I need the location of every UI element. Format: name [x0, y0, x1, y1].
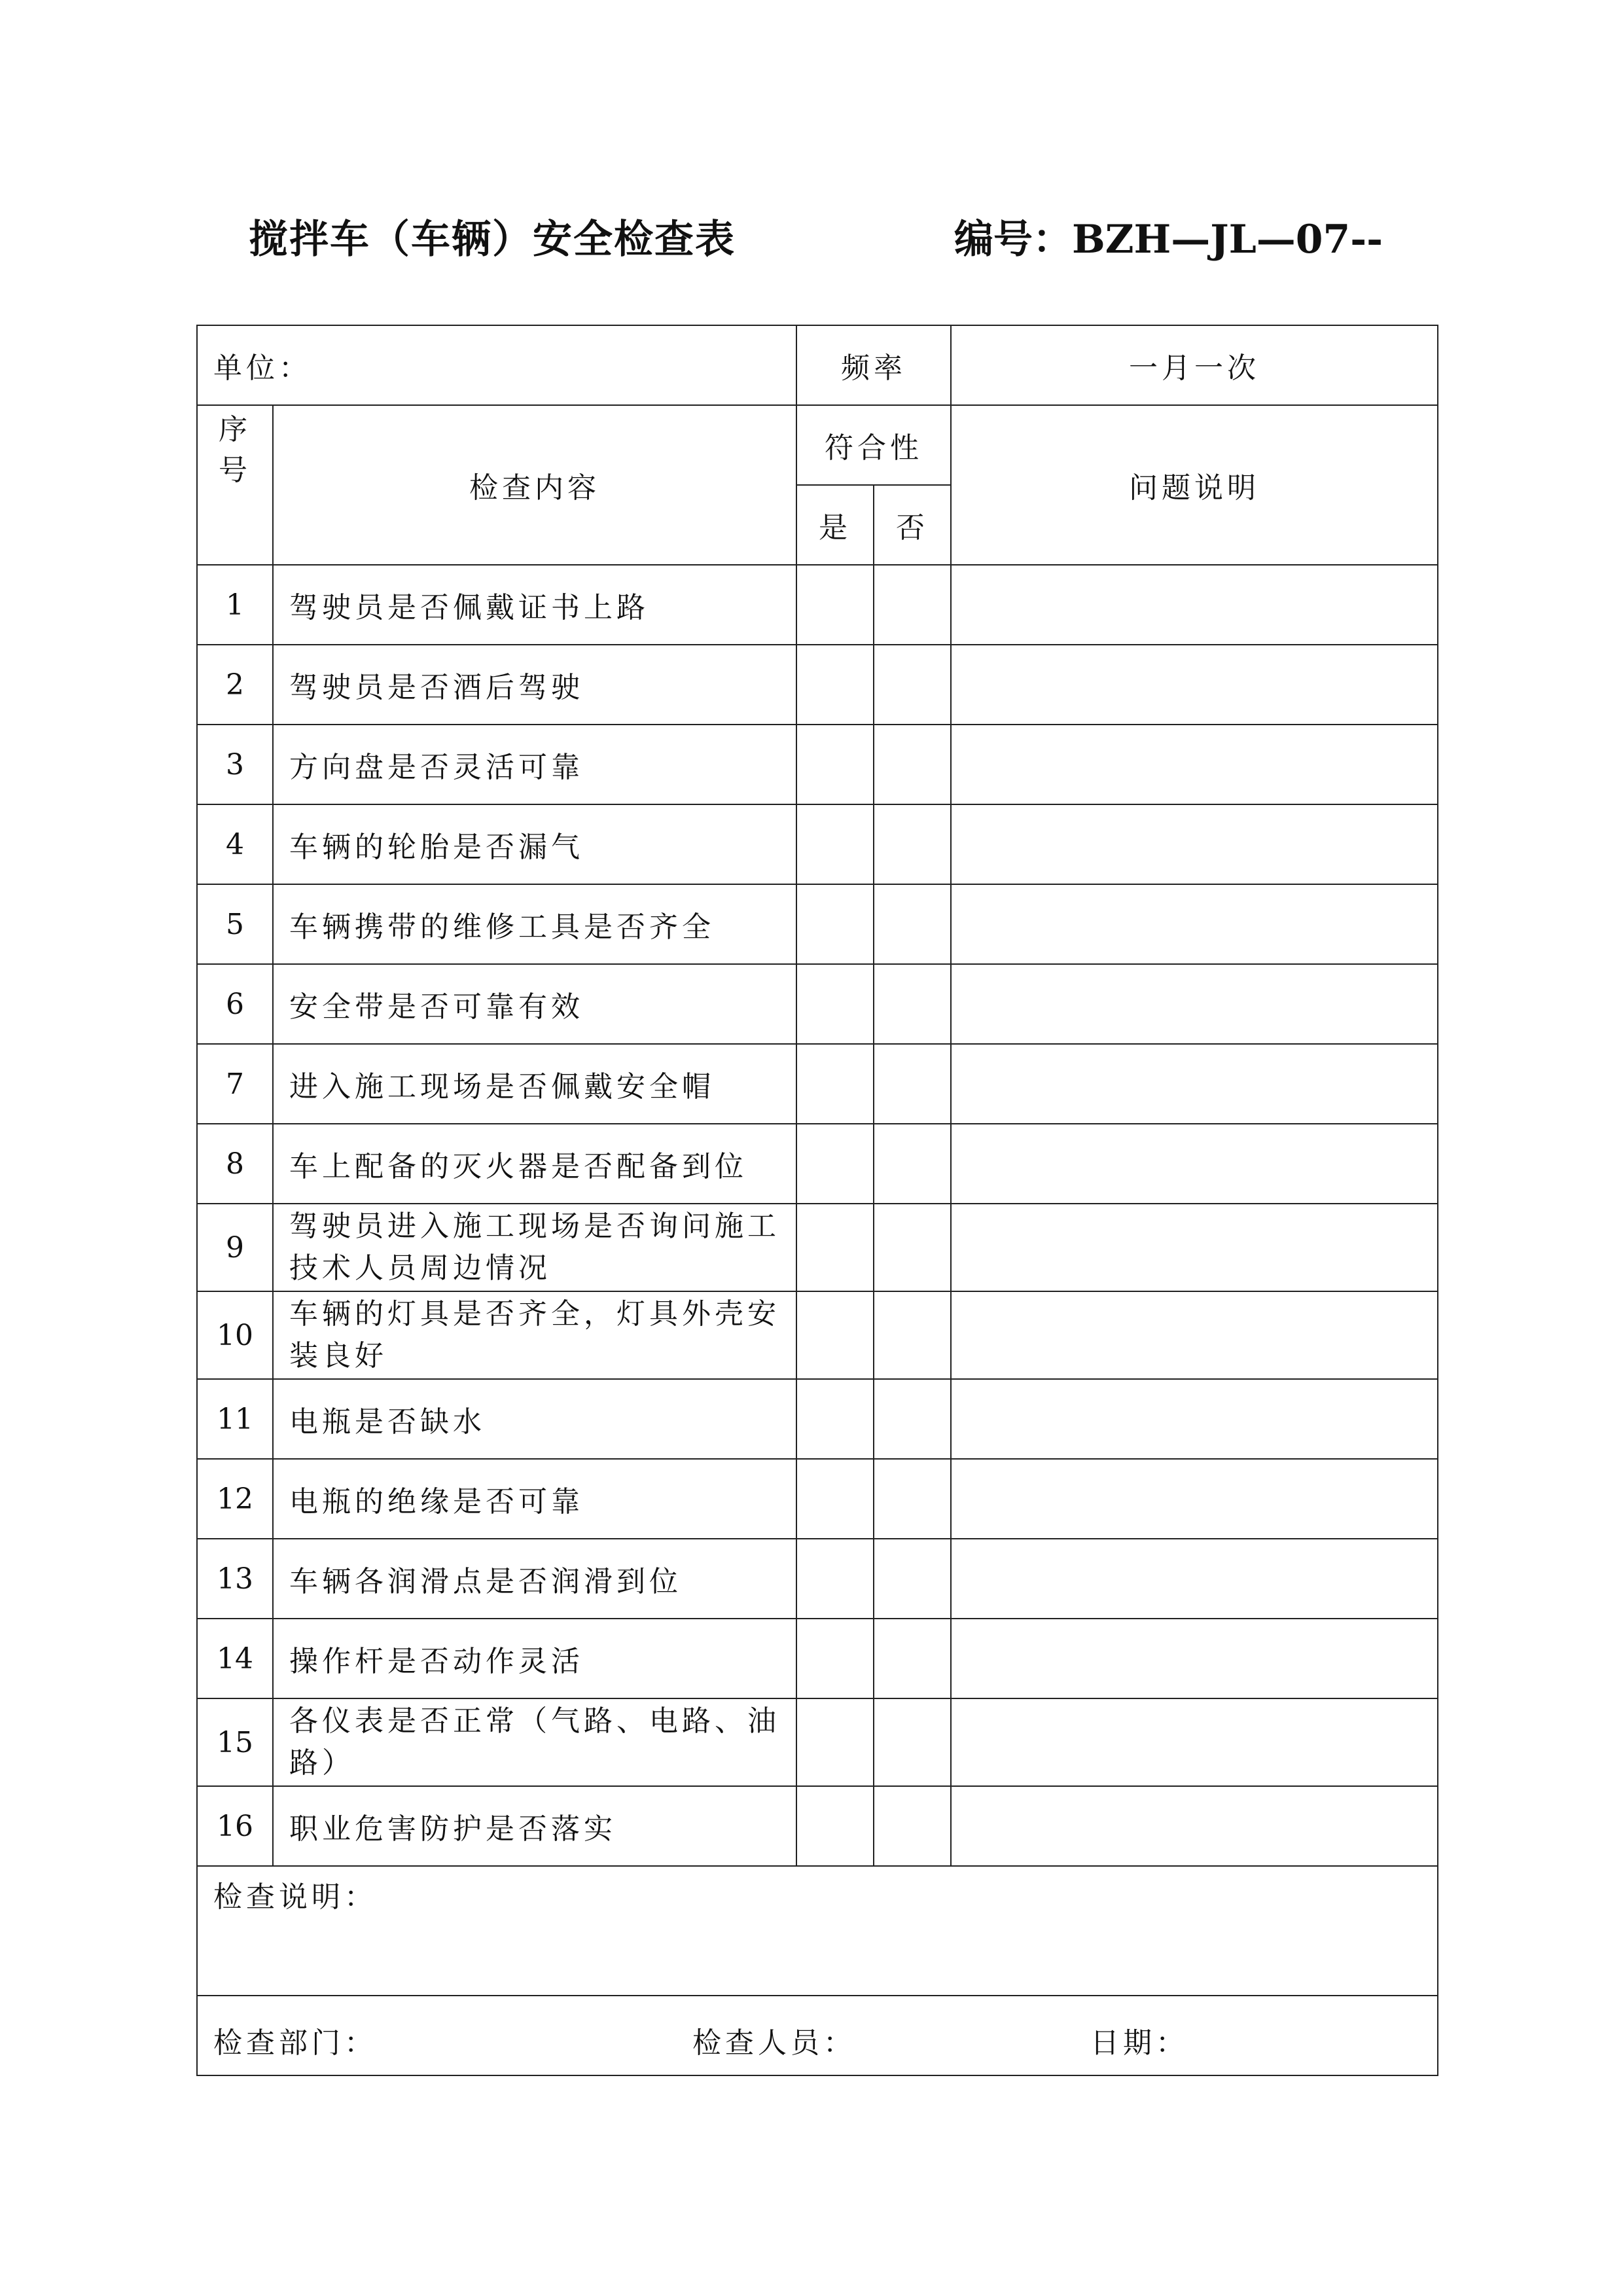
no-header: 否	[874, 485, 951, 565]
row-issue-cell[interactable]	[951, 725, 1438, 804]
row-no-cell[interactable]	[874, 884, 951, 964]
row-number: 10	[197, 1291, 273, 1379]
row-yes-cell[interactable]	[796, 964, 874, 1044]
row-no-cell[interactable]	[874, 964, 951, 1044]
row-content: 车上配备的灭火器是否配备到位	[273, 1124, 796, 1204]
row-content: 车辆各润滑点是否润滑到位	[273, 1539, 796, 1619]
unit-cell: 单位：	[197, 325, 796, 405]
row-yes-cell[interactable]	[796, 565, 874, 645]
row-no-cell[interactable]	[874, 1698, 951, 1786]
row-yes-cell[interactable]	[796, 1204, 874, 1291]
row-issue-cell[interactable]	[951, 1459, 1438, 1539]
form-title: 搅拌车（车辆）安全检查表	[249, 217, 736, 262]
row-yes-cell[interactable]	[796, 804, 874, 884]
footer-department: 检查部门：	[213, 2026, 377, 2060]
row-content: 驾驶员是否酒后驾驶	[273, 645, 796, 725]
row-yes-cell[interactable]	[796, 1459, 874, 1539]
row-yes-cell[interactable]	[796, 1619, 874, 1698]
table-row	[197, 1379, 1438, 1459]
row-number: 14	[197, 1619, 273, 1698]
row-number: 9	[197, 1204, 273, 1291]
table-row	[197, 804, 1438, 884]
row-no-cell[interactable]	[874, 645, 951, 725]
row-content: 安全带是否可靠有效	[273, 964, 796, 1044]
table-row	[197, 1786, 1438, 1866]
row-content: 车辆的灯具是否齐全，灯具外壳安装良好	[273, 1291, 796, 1379]
issue-header: 问题说明	[951, 405, 1438, 565]
row-issue-cell[interactable]	[951, 1379, 1438, 1459]
row-issue-cell[interactable]	[951, 1619, 1438, 1698]
row-yes-cell[interactable]	[796, 1698, 874, 1786]
table-row	[197, 1459, 1438, 1539]
row-yes-cell[interactable]	[796, 1044, 874, 1124]
seq-header-line1: 序	[219, 413, 251, 446]
row-content: 方向盘是否灵活可靠	[273, 725, 796, 804]
row-no-cell[interactable]	[874, 1539, 951, 1619]
row-issue-cell[interactable]	[951, 1698, 1438, 1786]
row-yes-cell[interactable]	[796, 1786, 874, 1866]
row-number: 12	[197, 1459, 273, 1539]
frequency-value: 一月一次	[951, 325, 1438, 405]
row-content: 车辆携带的维修工具是否齐全	[273, 884, 796, 964]
row-yes-cell[interactable]	[796, 725, 874, 804]
row-yes-cell[interactable]	[796, 1291, 874, 1379]
row-content: 电瓶的绝缘是否可靠	[273, 1459, 796, 1539]
row-no-cell[interactable]	[874, 1291, 951, 1379]
table-row	[197, 1619, 1438, 1698]
row-issue-cell[interactable]	[951, 884, 1438, 964]
inspection-table	[196, 325, 1438, 2076]
row-number: 6	[197, 964, 273, 1044]
row-issue-cell[interactable]	[951, 1786, 1438, 1866]
row-number: 15	[197, 1698, 273, 1786]
seq-header-line2: 号	[219, 454, 251, 487]
row-yes-cell[interactable]	[796, 1539, 874, 1619]
row-content: 职业危害防护是否落实	[273, 1786, 796, 1866]
row-no-cell[interactable]	[874, 1459, 951, 1539]
table-row	[197, 964, 1438, 1044]
row-yes-cell[interactable]	[796, 1379, 874, 1459]
table-row	[197, 884, 1438, 964]
remarks-cell: 检查说明：	[197, 1866, 1438, 1996]
footer-row	[197, 1996, 1438, 2075]
row-issue-cell[interactable]	[951, 565, 1438, 645]
seq-header	[197, 405, 273, 565]
row-number: 11	[197, 1379, 273, 1459]
row-yes-cell[interactable]	[796, 645, 874, 725]
row-content: 进入施工现场是否佩戴安全帽	[273, 1044, 796, 1124]
table-row	[197, 645, 1438, 725]
table-row	[197, 1044, 1438, 1124]
row-number: 7	[197, 1044, 273, 1124]
row-issue-cell[interactable]	[951, 1291, 1438, 1379]
footer-inspector: 检查人员：	[692, 2026, 856, 2060]
row-number: 3	[197, 725, 273, 804]
frequency-label: 频率	[796, 325, 951, 405]
row-no-cell[interactable]	[874, 1204, 951, 1291]
table-row	[197, 1204, 1438, 1291]
row-content: 驾驶员是否佩戴证书上路	[273, 565, 796, 645]
row-number: 13	[197, 1539, 273, 1619]
row-issue-cell[interactable]	[951, 964, 1438, 1044]
row-issue-cell[interactable]	[951, 804, 1438, 884]
table-row	[197, 1291, 1438, 1379]
row-number: 1	[197, 565, 273, 645]
row-issue-cell[interactable]	[951, 1124, 1438, 1204]
row-number: 16	[197, 1786, 273, 1866]
row-yes-cell[interactable]	[796, 1124, 874, 1204]
row-content: 各仪表是否正常（气路、电路、油路）	[273, 1698, 796, 1786]
remarks-row	[197, 1866, 1438, 1996]
table-row	[197, 1698, 1438, 1786]
row-issue-cell[interactable]	[951, 1204, 1438, 1291]
content-header: 检查内容	[273, 405, 796, 565]
row-number: 4	[197, 804, 273, 884]
row-no-cell[interactable]	[874, 804, 951, 884]
footer-date: 日期：	[1090, 2026, 1188, 2060]
table-row	[197, 725, 1438, 804]
row-no-cell[interactable]	[874, 1786, 951, 1866]
row-issue-cell[interactable]	[951, 645, 1438, 725]
row-issue-cell[interactable]	[951, 1539, 1438, 1619]
row-number: 2	[197, 645, 273, 725]
row-content: 车辆的轮胎是否漏气	[273, 804, 796, 884]
footer-cell	[197, 1996, 1438, 2075]
row-no-cell[interactable]	[874, 725, 951, 804]
yes-header: 是	[796, 485, 874, 565]
form-code: 编号：BZH—JL—07--	[954, 217, 1383, 262]
row-no-cell[interactable]	[874, 1044, 951, 1124]
row-number: 8	[197, 1124, 273, 1204]
row-content: 电瓶是否缺水	[273, 1379, 796, 1459]
table-row	[197, 565, 1438, 645]
row-issue-cell[interactable]	[951, 1044, 1438, 1124]
table-row	[197, 1124, 1438, 1204]
row-content: 驾驶员进入施工现场是否询问施工技术人员周边情况	[273, 1204, 796, 1291]
conformity-header: 符合性	[796, 405, 951, 485]
row-no-cell[interactable]	[874, 1619, 951, 1698]
row-no-cell[interactable]	[874, 1379, 951, 1459]
row-number: 5	[197, 884, 273, 964]
row-no-cell[interactable]	[874, 565, 951, 645]
row-no-cell[interactable]	[874, 1124, 951, 1204]
row-content: 操作杆是否动作灵活	[273, 1619, 796, 1698]
row-yes-cell[interactable]	[796, 884, 874, 964]
table-row	[197, 1539, 1438, 1619]
